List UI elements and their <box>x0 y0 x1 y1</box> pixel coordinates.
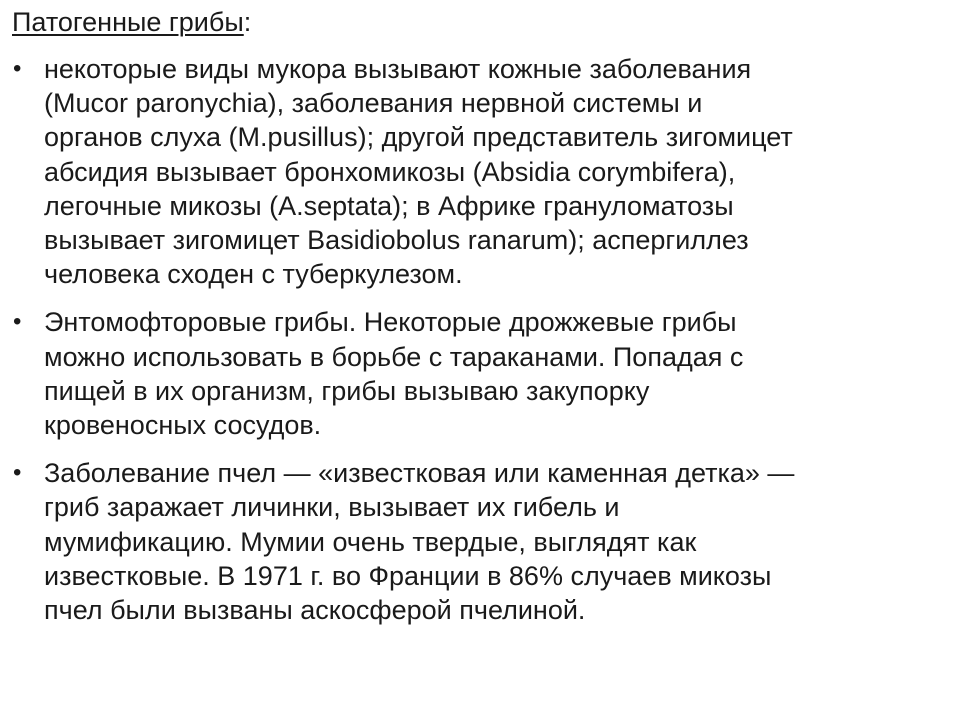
bullet-list <box>0 52 960 641</box>
text-line: легочные микозы (A.septata); в Африке грануломатозы <box>44 190 734 221</box>
text-line: кровеносных сосудов. <box>44 410 322 441</box>
bullet-item-bees <box>0 456 960 627</box>
bullet-item-mucor <box>0 52 960 291</box>
bullet-icon: • <box>13 308 22 336</box>
text-line: некоторые виды мукора вызывают кожные заболевания <box>44 54 752 84</box>
text-line: вызывает зигомицет Basidiobolus ranarum); аспергиллез <box>44 225 749 256</box>
text-line: пчел были вызваны аскосферой пчелиной. <box>44 595 586 626</box>
bullet-icon: • <box>13 55 22 82</box>
text-line: мумификацию. Мумии очень твердые, выглядят как <box>44 526 697 557</box>
text-line: пищей в их организм, грибы вызываю закупорку <box>44 375 650 406</box>
bullet-item-entomophthora <box>0 305 960 442</box>
text-line: Заболевание пчел — «известковая или каменная детка» — <box>44 458 795 489</box>
text-line: Энтомофторовые грибы. Некоторые дрожжевые грибы <box>44 307 737 338</box>
text-line: человека сходен с туберкулезом. <box>44 259 463 290</box>
text-line: можно использовать в борьбе с тараканами. Попадая с <box>44 341 744 372</box>
slide-heading <box>12 6 251 38</box>
text-line: гриб заражает личинки, вызывает их гибель и <box>44 492 620 523</box>
text-line: абсидия вызывает бронхомикозы (Absidia corymbifera), <box>44 156 736 187</box>
heading-title: Патогенные грибы <box>12 7 244 37</box>
text-line: (Mucor paronychia), заболевания нервной системы и <box>44 88 703 119</box>
heading-colon: : <box>243 7 252 37</box>
text-line: органов слуха (M.pusillus); другой представитель зигомицет <box>44 122 793 153</box>
bullet-icon: • <box>13 459 22 487</box>
text-line: известковые. В 1971 г. во Франции в 86% случаев микозы <box>44 560 772 591</box>
